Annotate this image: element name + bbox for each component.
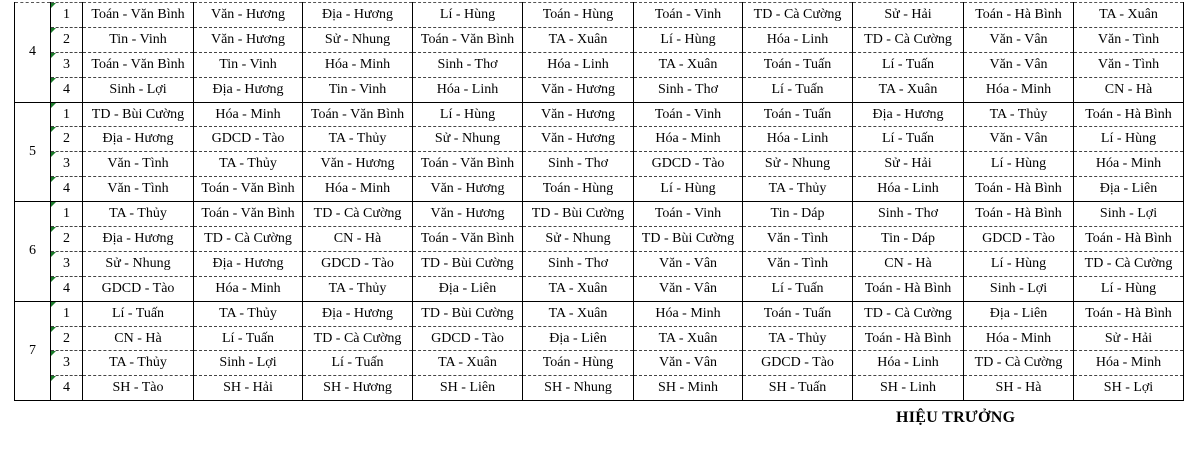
subject-teacher-cell[interactable]: Lí - Hùng [1074,276,1184,301]
subject-teacher-cell[interactable]: Sinh - Lợi [194,351,303,376]
day-cell[interactable]: 7 [15,301,51,401]
subject-teacher-cell[interactable]: TA - Thủy [303,276,413,301]
subject-teacher-cell[interactable]: Sử - Nhung [83,251,194,276]
subject-teacher-cell[interactable]: TA - Xuân [523,301,634,326]
timetable-row [15,227,1184,252]
subject-teacher-cell[interactable]: Văn - Tình [1074,52,1184,77]
subject-teacher-cell[interactable]: Văn - Hương [303,152,413,177]
subject-teacher-cell[interactable]: Sinh - Thơ [413,52,523,77]
day-cell[interactable]: 6 [15,202,51,302]
subject-teacher-cell[interactable]: Lí - Tuấn [83,301,194,326]
subject-teacher-cell[interactable]: Toán - Văn Bình [194,202,303,227]
subject-teacher-cell[interactable]: Văn - Vân [634,276,743,301]
subject-teacher-cell[interactable]: Tin - Vinh [194,52,303,77]
subject-teacher-cell[interactable]: Hóa - Minh [964,77,1074,102]
subject-teacher-cell[interactable]: TD - Cà Cường [194,227,303,252]
subject-teacher-cell[interactable]: GDCD - Tào [83,276,194,301]
subject-teacher-cell[interactable]: Văn - Hương [194,27,303,52]
subject-teacher-cell[interactable]: Sinh - Lợi [1074,202,1184,227]
day-cell[interactable]: 5 [15,102,51,202]
subject-teacher-cell[interactable]: Văn - Hương [523,127,634,152]
subject-teacher-cell[interactable]: Hóa - Linh [523,52,634,77]
subject-teacher-cell[interactable]: Toán - Vinh [634,202,743,227]
subject-teacher-cell[interactable]: Lí - Tuấn [853,127,964,152]
timetable-row [15,127,1184,152]
subject-teacher-cell[interactable]: Lí - Hùng [1074,127,1184,152]
timetable-row [15,77,1184,102]
period-number-cell[interactable]: 3 [51,351,83,376]
subject-teacher-cell[interactable]: Toán - Hà Bình [964,177,1074,202]
subject-teacher-cell[interactable]: Địa - Hương [194,77,303,102]
subject-teacher-cell[interactable]: Hóa - Minh [964,326,1074,351]
timetable-row [15,276,1184,301]
subject-teacher-cell[interactable]: Toán - Tuấn [743,102,853,127]
subject-teacher-cell[interactable]: Hóa - Linh [743,27,853,52]
subject-teacher-cell[interactable]: Văn - Hương [523,102,634,127]
period-number-cell[interactable]: 2 [51,227,83,252]
subject-teacher-cell[interactable]: Lí - Tuấn [743,276,853,301]
subject-teacher-cell[interactable]: GDCD - Tào [964,227,1074,252]
subject-teacher-cell[interactable]: TD - Cà Cường [303,326,413,351]
subject-teacher-cell[interactable]: Toán - Tuấn [743,301,853,326]
timetable-row [15,376,1184,401]
subject-teacher-cell[interactable]: Hóa - Minh [303,177,413,202]
subject-teacher-cell[interactable]: Địa - Liên [413,276,523,301]
subject-teacher-cell[interactable]: Toán - Hà Bình [853,326,964,351]
subject-teacher-cell[interactable]: CN - Hà [853,251,964,276]
subject-teacher-cell[interactable]: Văn - Vân [634,251,743,276]
subject-teacher-cell[interactable]: Hóa - Linh [853,177,964,202]
subject-teacher-cell[interactable]: Sinh - Thơ [523,152,634,177]
timetable [14,2,1184,401]
subject-teacher-cell[interactable]: Toán - Văn Bình [413,152,523,177]
subject-teacher-cell[interactable]: TA - Xuân [634,326,743,351]
subject-teacher-cell[interactable]: TD - Cà Cường [743,3,853,28]
period-number-cell[interactable]: 3 [51,152,83,177]
timetable-row [15,152,1184,177]
subject-teacher-cell[interactable]: GDCD - Tào [413,326,523,351]
subject-teacher-cell[interactable]: TA - Xuân [634,52,743,77]
subject-teacher-cell[interactable]: Toán - Hà Bình [853,276,964,301]
timetable-row [15,3,1184,28]
subject-teacher-cell[interactable]: TA - Xuân [413,351,523,376]
subject-teacher-cell[interactable]: Văn - Tình [743,251,853,276]
subject-teacher-cell[interactable]: Sinh - Thơ [634,77,743,102]
subject-teacher-cell[interactable]: TD - Cà Cường [303,202,413,227]
period-number-cell[interactable]: 3 [51,251,83,276]
subject-teacher-cell[interactable]: Văn - Hương [413,177,523,202]
subject-teacher-cell[interactable]: Địa - Liên [1074,177,1184,202]
subject-teacher-cell[interactable]: Lí - Hùng [964,251,1074,276]
subject-teacher-cell[interactable]: SH - Lợi [1074,376,1184,401]
subject-teacher-cell[interactable]: Địa - Hương [853,102,964,127]
subject-teacher-cell[interactable]: Sử - Nhung [303,27,413,52]
subject-teacher-cell[interactable]: TA - Xuân [1074,3,1184,28]
subject-teacher-cell[interactable]: TD - Cà Cường [964,351,1074,376]
subject-teacher-cell[interactable]: Sử - Nhung [413,127,523,152]
subject-teacher-cell[interactable]: Tin - Vinh [83,27,194,52]
subject-teacher-cell[interactable]: Lí - Hùng [964,152,1074,177]
subject-teacher-cell[interactable]: TA - Xuân [523,27,634,52]
period-number-cell[interactable]: 4 [51,376,83,401]
subject-teacher-cell[interactable]: Hóa - Minh [634,127,743,152]
subject-teacher-cell[interactable]: Toán - Hà Bình [964,3,1074,28]
subject-teacher-cell[interactable]: Lí - Hùng [413,3,523,28]
day-cell[interactable]: 4 [15,3,51,103]
subject-teacher-cell[interactable]: Sử - Hải [1074,326,1184,351]
subject-teacher-cell[interactable]: SH - Nhung [523,376,634,401]
timetable-row [15,52,1184,77]
subject-teacher-cell[interactable]: Sử - Hải [853,152,964,177]
period-number-cell[interactable]: 3 [51,52,83,77]
period-number-cell[interactable]: 4 [51,177,83,202]
subject-teacher-cell[interactable]: Toán - Tuấn [743,52,853,77]
subject-teacher-cell[interactable]: Văn - Hương [194,3,303,28]
subject-teacher-cell[interactable]: TD - Bùi Cường [523,202,634,227]
principal-signature-title: HIỆU TRƯỞNG [896,409,1016,426]
subject-teacher-cell[interactable]: TD - Bùi Cường [413,251,523,276]
subject-teacher-cell[interactable]: Toán - Hùng [523,351,634,376]
subject-teacher-cell[interactable]: SH - Minh [634,376,743,401]
timetable-row [15,27,1184,52]
subject-teacher-cell[interactable]: TA - Thủy [83,202,194,227]
subject-teacher-cell[interactable]: SH - Hải [194,376,303,401]
subject-teacher-cell[interactable]: Hóa - Minh [194,102,303,127]
subject-teacher-cell[interactable]: CN - Hà [83,326,194,351]
timetable-row [15,202,1184,227]
subject-teacher-cell[interactable]: Hóa - Minh [1074,152,1184,177]
subject-teacher-cell[interactable]: Lí - Tuấn [743,77,853,102]
period-number-cell[interactable]: 2 [51,27,83,52]
subject-teacher-cell[interactable]: Hóa - Minh [303,52,413,77]
period-number-cell[interactable]: 2 [51,326,83,351]
timetable-row [15,301,1184,326]
subject-teacher-cell[interactable]: Hóa - Minh [634,301,743,326]
subject-teacher-cell[interactable]: TA - Thủy [83,351,194,376]
timetable-row [15,102,1184,127]
subject-teacher-cell[interactable]: Toán - Hà Bình [1074,227,1184,252]
subject-teacher-cell[interactable]: Toán - Văn Bình [83,52,194,77]
subject-teacher-cell[interactable]: Hóa - Linh [743,127,853,152]
subject-teacher-cell[interactable]: SH - Linh [853,376,964,401]
subject-teacher-cell[interactable]: SH - Tuấn [743,376,853,401]
subject-teacher-cell[interactable]: TD - Bùi Cường [413,301,523,326]
subject-teacher-cell[interactable]: SH - Hà [964,376,1074,401]
subject-teacher-cell[interactable]: Sinh - Lợi [964,276,1074,301]
subject-teacher-cell[interactable]: Văn - Vân [964,27,1074,52]
subject-teacher-cell[interactable]: Toán - Hà Bình [1074,301,1184,326]
subject-teacher-cell[interactable]: Sử - Hải [853,3,964,28]
subject-teacher-cell[interactable]: Văn - Hương [413,202,523,227]
subject-teacher-cell[interactable]: GDCD - Tào [194,127,303,152]
subject-teacher-cell[interactable]: CN - Hà [303,227,413,252]
subject-teacher-cell[interactable]: Lí - Hùng [413,102,523,127]
period-number-cell[interactable]: 2 [51,127,83,152]
subject-teacher-cell[interactable]: Toán - Vinh [634,102,743,127]
subject-teacher-cell[interactable]: Hóa - Linh [413,77,523,102]
subject-teacher-cell[interactable]: GDCD - Tào [634,152,743,177]
subject-teacher-cell[interactable]: Văn - Vân [964,127,1074,152]
timetable-row [15,351,1184,376]
subject-teacher-cell[interactable]: CN - Hà [1074,77,1184,102]
subject-teacher-cell[interactable]: Văn - Vân [964,52,1074,77]
subject-teacher-cell[interactable]: Toán - Văn Bình [413,227,523,252]
subject-teacher-cell[interactable]: Lí - Tuấn [194,326,303,351]
subject-teacher-cell[interactable]: Văn - Tình [743,227,853,252]
subject-teacher-cell[interactable]: Toán - Văn Bình [303,102,413,127]
subject-teacher-cell[interactable]: TA - Thủy [964,102,1074,127]
subject-teacher-cell[interactable]: TA - Thủy [743,326,853,351]
subject-teacher-cell[interactable]: Sử - Nhung [523,227,634,252]
period-number-cell[interactable]: 1 [51,102,83,127]
subject-teacher-cell[interactable]: TA - Thủy [303,127,413,152]
subject-teacher-cell[interactable]: Lí - Hùng [634,177,743,202]
subject-teacher-cell[interactable]: Tin - Dáp [743,202,853,227]
timetable-row [15,251,1184,276]
subject-teacher-cell[interactable]: Lí - Tuấn [853,52,964,77]
timetable-row [15,177,1184,202]
subject-teacher-cell[interactable]: Tin - Dáp [853,227,964,252]
period-number-cell[interactable]: 1 [51,202,83,227]
subject-teacher-cell[interactable]: Văn - Tình [1074,27,1184,52]
subject-teacher-cell[interactable]: Sử - Nhung [743,152,853,177]
subject-teacher-cell[interactable]: Tin - Vinh [303,77,413,102]
subject-teacher-cell[interactable]: TA - Thủy [194,301,303,326]
subject-teacher-cell[interactable]: Văn - Tình [83,177,194,202]
subject-teacher-cell[interactable]: TA - Thủy [194,152,303,177]
subject-teacher-cell[interactable]: GDCD - Tào [743,351,853,376]
subject-teacher-cell[interactable]: TD - Cà Cường [853,27,964,52]
subject-teacher-cell[interactable]: Hóa - Linh [853,351,964,376]
subject-teacher-cell[interactable]: Địa - Liên [964,301,1074,326]
subject-teacher-cell[interactable]: Toán - Hùng [523,177,634,202]
subject-teacher-cell[interactable]: Văn - Vân [634,351,743,376]
subject-teacher-cell[interactable]: Địa - Hương [194,251,303,276]
subject-teacher-cell[interactable]: Địa - Liên [523,326,634,351]
subject-teacher-cell[interactable]: Địa - Hương [83,227,194,252]
subject-teacher-cell[interactable]: Toán - Hà Bình [964,202,1074,227]
subject-teacher-cell[interactable]: Lí - Hùng [634,27,743,52]
subject-teacher-cell[interactable]: TD - Cà Cường [853,301,964,326]
period-number-cell[interactable]: 4 [51,276,83,301]
subject-teacher-cell[interactable]: Toán - Hùng [523,3,634,28]
subject-teacher-cell[interactable]: SH - Liên [413,376,523,401]
subject-teacher-cell[interactable]: TA - Xuân [853,77,964,102]
subject-teacher-cell[interactable]: SH - Hương [303,376,413,401]
timetable-body [15,3,1184,401]
subject-teacher-cell[interactable]: Sinh - Thơ [523,251,634,276]
timetable-row [15,326,1184,351]
subject-teacher-cell[interactable]: Toán - Hà Bình [1074,102,1184,127]
subject-teacher-cell[interactable]: TA - Thủy [743,177,853,202]
subject-teacher-cell[interactable]: Toán - Văn Bình [413,27,523,52]
subject-teacher-cell[interactable]: Văn - Tình [83,152,194,177]
subject-teacher-cell[interactable]: SH - Tào [83,376,194,401]
subject-teacher-cell[interactable]: TD - Bùi Cường [83,102,194,127]
subject-teacher-cell[interactable]: Toán - Văn Bình [194,177,303,202]
subject-teacher-cell[interactable]: TA - Xuân [523,276,634,301]
subject-teacher-cell[interactable]: TD - Bùi Cường [634,227,743,252]
subject-teacher-cell[interactable]: Hóa - Minh [1074,351,1184,376]
subject-teacher-cell[interactable]: Toán - Văn Bình [83,3,194,28]
period-number-cell[interactable]: 4 [51,77,83,102]
subject-teacher-cell[interactable]: Địa - Hương [83,127,194,152]
subject-teacher-cell[interactable]: GDCD - Tào [303,251,413,276]
period-number-cell[interactable]: 1 [51,3,83,28]
subject-teacher-cell[interactable]: Sinh - Thơ [853,202,964,227]
subject-teacher-cell[interactable]: Địa - Hương [303,301,413,326]
subject-teacher-cell[interactable]: Lí - Tuấn [303,351,413,376]
subject-teacher-cell[interactable]: Địa - Hương [303,3,413,28]
subject-teacher-cell[interactable]: TD - Cà Cường [1074,251,1184,276]
period-number-cell[interactable]: 1 [51,301,83,326]
subject-teacher-cell[interactable]: Toán - Vinh [634,3,743,28]
subject-teacher-cell[interactable]: Văn - Hương [523,77,634,102]
subject-teacher-cell[interactable]: Hóa - Minh [194,276,303,301]
subject-teacher-cell[interactable]: Sinh - Lợi [83,77,194,102]
